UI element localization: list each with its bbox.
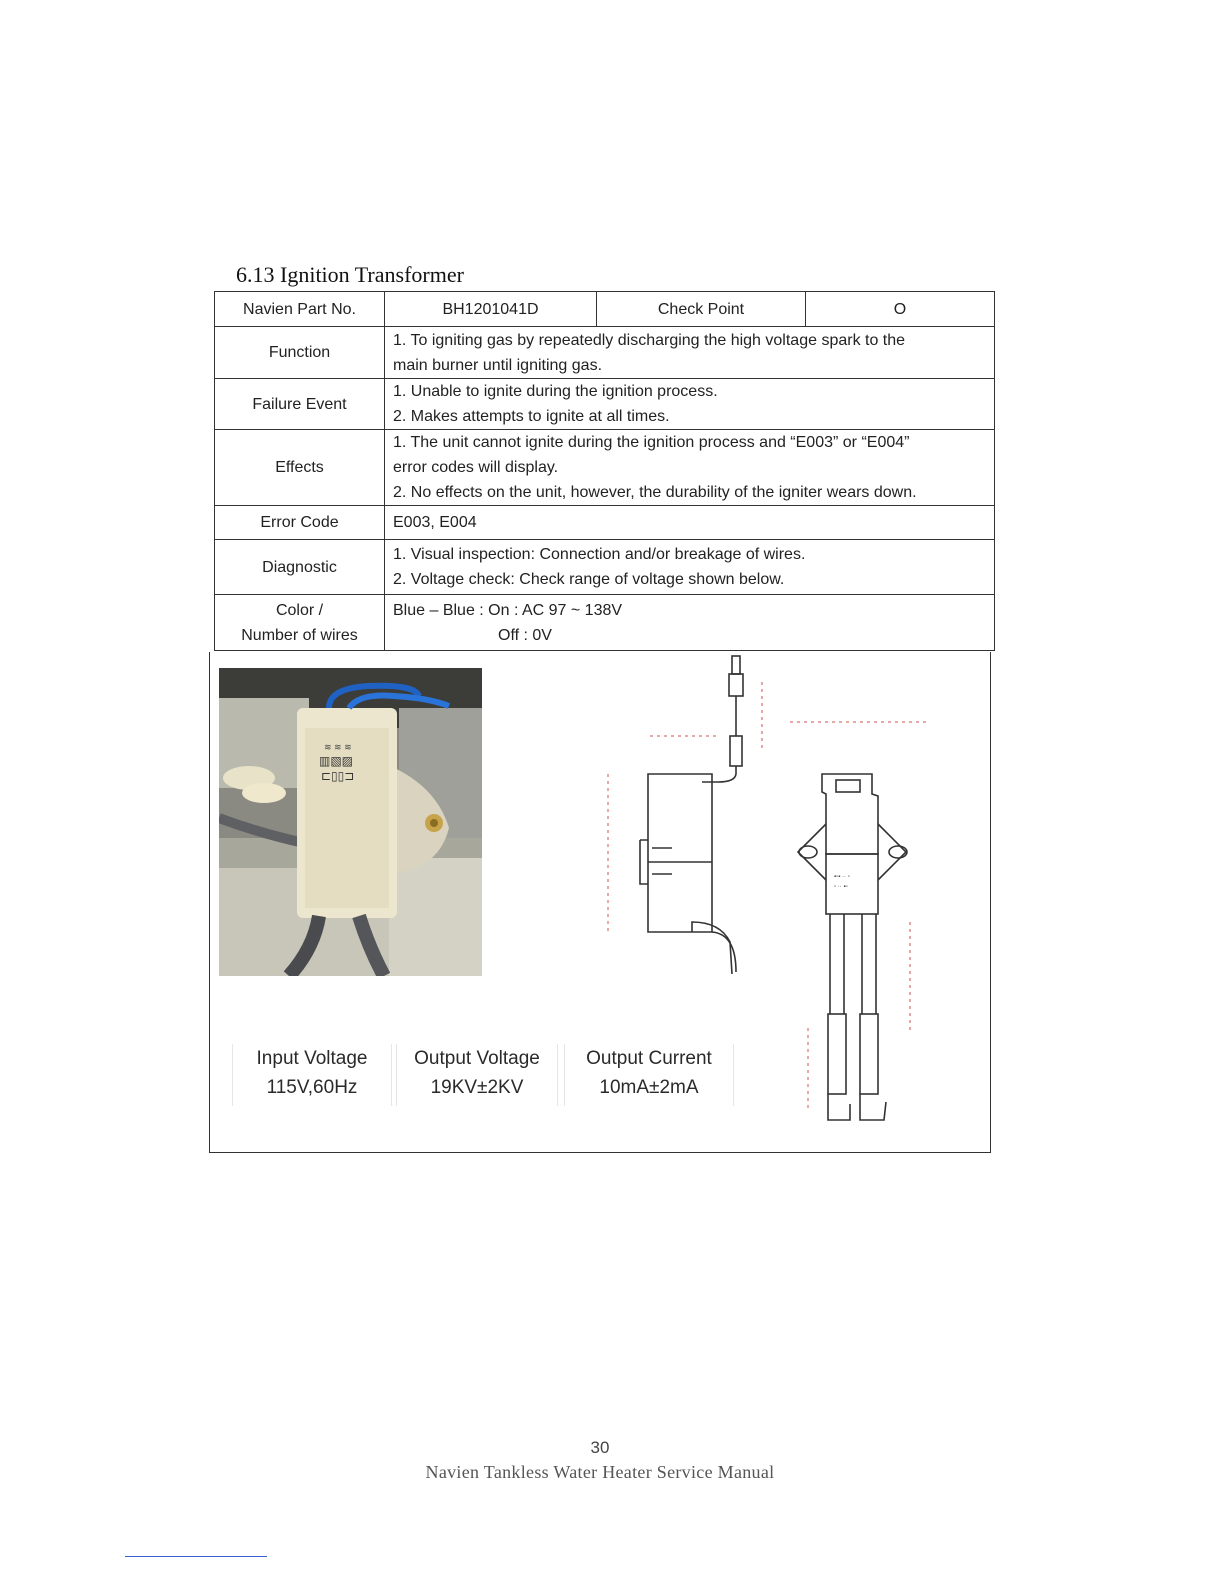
diagnostic-line: 2. Voltage check: Check range of voltage shown below. [393, 571, 785, 588]
svg-text:▥▧▨: ▥▧▨ [319, 754, 354, 768]
footnote-rule [125, 1556, 267, 1557]
input-voltage-label: Input Voltage [256, 1048, 368, 1069]
function-line: 1. To igniting gas by repeatedly discharging the high voltage spark to the [393, 331, 906, 349]
check-point-value: O [806, 292, 995, 327]
input-voltage [232, 1044, 392, 1106]
effects-line: 1. The unit cannot ignite during the ignition process and “E003” or “E004” [393, 434, 910, 451]
failure-line: 2. Makes attempts to ignite at all times. [393, 408, 670, 425]
section-title [236, 262, 464, 288]
color-wires-value [385, 595, 995, 651]
function-label: Function [215, 327, 385, 379]
color-label-line: Color / [275, 601, 324, 619]
function-line: main burner until igniting gas. [393, 356, 603, 374]
row-function [215, 327, 995, 379]
effects-line: error codes will display. [393, 459, 559, 476]
diagnostic-value [385, 540, 995, 595]
input-voltage-value: 115V,60Hz [266, 1077, 358, 1098]
part-no-value: BH1201041D [385, 292, 597, 327]
diagnostic-label: Diagnostic [215, 540, 385, 595]
effects-value [385, 430, 995, 506]
output-voltage [396, 1044, 558, 1106]
svg-text:▪▫▪ ·· ▫: ▪▫▪ ·· ▫ [834, 874, 850, 880]
row-failure [215, 379, 995, 430]
spec-table [214, 291, 995, 651]
output-current-value: 10mA±2mA [599, 1077, 699, 1098]
failure-label: Failure Event [215, 379, 385, 430]
output-current [564, 1044, 734, 1106]
output-voltage-value: 19KV±2KV [430, 1077, 524, 1098]
function-value [385, 327, 995, 379]
output-current-label: Output Current [586, 1048, 712, 1069]
ratings-strip [232, 1044, 732, 1106]
section-number: 6.13 [236, 262, 275, 287]
failure-line: 1. Unable to ignite during the ignition process. [393, 383, 718, 400]
transformer-photo [219, 668, 482, 976]
failure-value [385, 379, 995, 430]
part-no-label: Navien Part No. [215, 292, 385, 327]
svg-text:≋ ≋ ≋: ≋ ≋ ≋ [324, 742, 352, 752]
error-code-value: E003, E004 [385, 506, 995, 540]
check-point-label: Check Point [597, 292, 806, 327]
color-line: Off : 0V [498, 626, 552, 644]
output-voltage-label: Output Voltage [414, 1048, 540, 1069]
diagnostic-line: 1. Visual inspection: Connection and/or breakage of wires. [393, 546, 806, 563]
footer-manual-title: Navien Tankless Water Heater Service Manual [425, 1462, 775, 1482]
row-diagnostic [215, 540, 995, 595]
effects-label: Effects [215, 430, 385, 506]
row-error-code [215, 506, 995, 540]
page-number: 30 [590, 1438, 610, 1457]
row-color-wires [215, 595, 995, 651]
error-code-label: Error Code [215, 506, 385, 540]
section-name: Ignition Transformer [280, 262, 464, 287]
effects-line: 2. No effects on the unit, however, the durability of the igniter wears down. [393, 484, 917, 501]
svg-text:⊏▯▯⊐: ⊏▯▯⊐ [321, 769, 355, 783]
color-label-line: Number of wires [241, 626, 358, 644]
color-line: Blue – Blue : On : AC 97 ~ 138V [393, 601, 623, 619]
svg-text:▫ ·· ▪▫: ▫ ·· ▪▫ [834, 884, 848, 890]
color-wires-label [215, 595, 385, 651]
row-part-no [215, 292, 995, 327]
row-effects [215, 430, 995, 506]
